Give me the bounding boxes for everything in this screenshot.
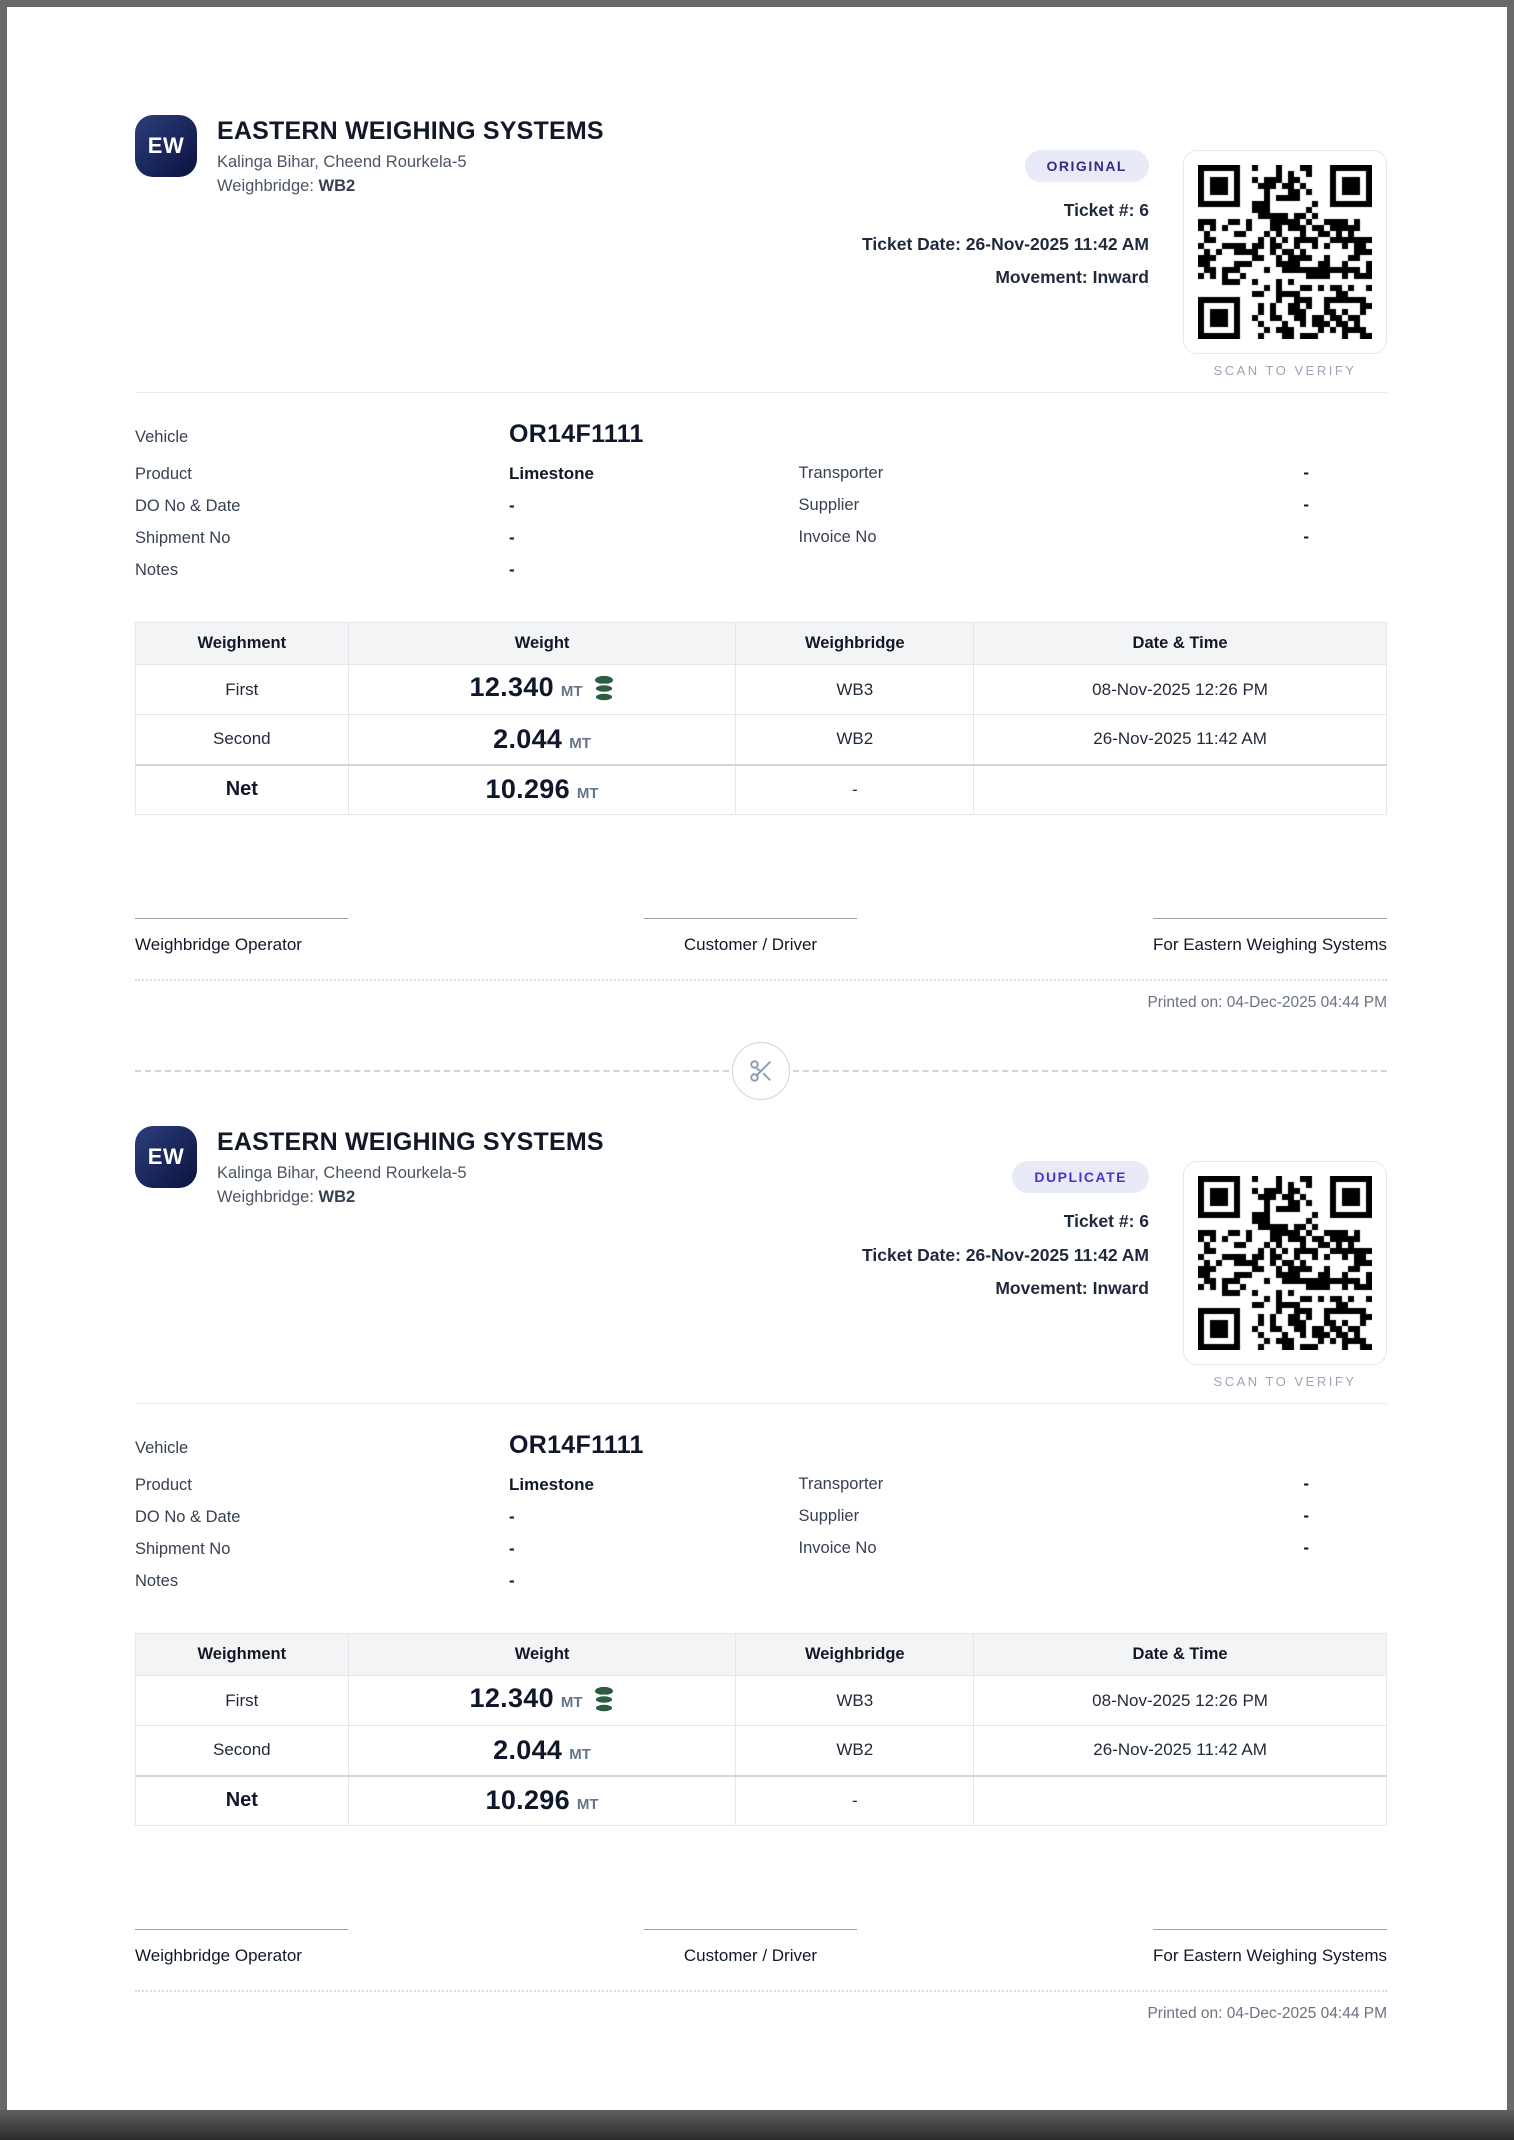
detail-label: DO No & Date (135, 1508, 241, 1526)
company-info (217, 1126, 604, 1207)
detail-value: - (509, 496, 515, 515)
ticket-copy-original (135, 7, 1387, 1012)
ticket-number-value: 6 (1139, 1211, 1149, 1231)
ticket-meta (862, 150, 1387, 378)
detail-value: - (509, 1507, 515, 1526)
company-weighbridge (217, 177, 604, 196)
weight-unit: MT (569, 1745, 591, 1763)
qr-code (1198, 165, 1372, 339)
table-row-first (136, 1676, 1387, 1726)
table-row-net (136, 1776, 1387, 1826)
database-icon (593, 675, 615, 707)
footer-divider (135, 979, 1387, 981)
weight-value: 10.296 (485, 1785, 570, 1816)
weighment-table (135, 622, 1387, 815)
company-weighbridge (217, 1188, 604, 1207)
ticket-number-label: Ticket #: (1063, 1211, 1140, 1231)
detail-value: - (1303, 463, 1309, 482)
weighment-cell: Second (136, 1726, 349, 1776)
table-row-first (136, 665, 1387, 715)
detail-row-do (135, 496, 799, 516)
ticket-movement-label: Movement: (995, 267, 1093, 287)
logo-monogram: EW (147, 1144, 185, 1169)
detail-value: - (1303, 527, 1309, 546)
ticket-details (135, 393, 1387, 592)
weighbridge-cell: - (736, 1776, 974, 1826)
printed-value: 04-Dec-2025 04:44 PM (1226, 2005, 1387, 2022)
qr-caption: SCAN TO VERIFY (1213, 363, 1357, 378)
datetime-cell: 08-Nov-2025 12:26 PM (974, 665, 1387, 715)
company-address: Kalinga Bihar, Cheend Rourkela-5 (217, 1164, 467, 1182)
detail-row-shipment (135, 1539, 799, 1559)
weighment-cell: Net (136, 765, 349, 815)
weighbridge-value: WB2 (318, 1188, 356, 1206)
qr-block (1183, 150, 1387, 378)
detail-row-vehicle (135, 1431, 799, 1460)
detail-value: - (1303, 1538, 1309, 1557)
printed-label: Printed on: (1147, 994, 1227, 1011)
datetime-cell: 08-Nov-2025 12:26 PM (974, 1676, 1387, 1726)
details-right (799, 1431, 1387, 1603)
ticket-copy-duplicate (135, 1126, 1387, 2023)
datetime-cell: 26-Nov-2025 11:42 AM (974, 715, 1387, 765)
detail-label: Supplier (798, 496, 860, 514)
detail-value: Limestone (509, 464, 595, 483)
weight-value: 12.340 (469, 672, 554, 702)
detail-value: - (1303, 1506, 1309, 1525)
database-icon (593, 1686, 615, 1718)
ticket-date (862, 1244, 1149, 1265)
cut-circle (732, 1042, 790, 1100)
ticket-details (135, 1404, 1387, 1603)
signature-company: For Eastern Weighing Systems (1153, 1929, 1387, 1966)
qr-box (1183, 1161, 1387, 1365)
weighment-cell: First (136, 1676, 349, 1726)
detail-row-transporter (799, 1474, 1387, 1494)
detail-value: - (1303, 1474, 1309, 1493)
detail-row-notes (135, 1571, 799, 1591)
detail-label: Vehicle (135, 428, 189, 446)
table-row-net (136, 765, 1387, 815)
table-row-second (136, 715, 1387, 765)
col-datetime: Date & Time (974, 623, 1387, 665)
details-left (135, 1431, 799, 1603)
detail-row-shipment (135, 528, 799, 548)
ticket-date (862, 233, 1149, 254)
detail-label: Product (135, 465, 192, 483)
weighbridge-cell: WB3 (736, 1676, 974, 1726)
signature-company: For Eastern Weighing Systems (1153, 918, 1387, 955)
detail-value: - (509, 528, 515, 547)
weight-value: 12.340 (469, 1683, 554, 1713)
detail-row-invoice (799, 1538, 1387, 1558)
detail-value: OR14F1111 (509, 420, 644, 448)
col-weighbridge: Weighbridge (736, 1634, 974, 1676)
detail-label: Vehicle (135, 1439, 189, 1457)
weight-value: 2.044 (493, 1734, 563, 1765)
weighbridge-label: Weighbridge: (217, 1188, 319, 1206)
printed-on (135, 2005, 1387, 2023)
signature-row (135, 918, 1387, 955)
weighbridge-cell: WB3 (736, 665, 974, 715)
weight-unit: MT (569, 734, 591, 752)
copy-type-badge: ORIGINAL (1025, 150, 1149, 182)
signature-customer: Customer / Driver (644, 1929, 857, 1966)
weighment-table (135, 1633, 1387, 1826)
detail-label: Invoice No (798, 528, 877, 546)
ticket-meta-text (862, 1161, 1149, 1389)
signature-operator: Weighbridge Operator (135, 918, 348, 955)
detail-label: Product (135, 1476, 192, 1494)
cut-divider (135, 1070, 1387, 1072)
datetime-cell (974, 1776, 1387, 1826)
qr-block (1183, 1161, 1387, 1389)
ticket-date-label: Ticket Date: (862, 1244, 966, 1265)
detail-row-notes (135, 560, 799, 580)
detail-row-product (135, 464, 799, 484)
datetime-cell: 26-Nov-2025 11:42 AM (974, 1726, 1387, 1776)
weight-cell (348, 1776, 736, 1826)
detail-row-transporter (799, 463, 1387, 483)
weighbridge-label: Weighbridge: (217, 177, 319, 195)
detail-value: - (509, 1539, 515, 1558)
printed-value: 04-Dec-2025 04:44 PM (1226, 994, 1387, 1011)
col-weight: Weight (348, 1634, 736, 1676)
ticket-movement-value: Inward (1092, 1278, 1149, 1298)
weight-unit: MT (560, 1694, 583, 1711)
ticket-date-value: 26-Nov-2025 11:42 AM (965, 233, 1149, 254)
detail-label: Invoice No (798, 1539, 877, 1557)
company-brand (135, 1126, 604, 1207)
detail-row-supplier (799, 1506, 1387, 1526)
detail-row-vehicle (135, 420, 799, 449)
weighment-cell: First (136, 665, 349, 715)
weight-cell (348, 665, 736, 715)
table-header-row (136, 1634, 1387, 1676)
company-address: Kalinga Bihar, Cheend Rourkela-5 (217, 153, 467, 171)
weight-value: 10.296 (485, 774, 570, 805)
company-logo (135, 1126, 197, 1188)
weight-cell (348, 1726, 736, 1776)
ticket-number-label: Ticket #: (1063, 200, 1140, 220)
weighment-cell: Net (136, 1776, 349, 1826)
detail-value: - (509, 560, 515, 579)
ticket-date-label: Ticket Date: (862, 233, 966, 254)
weight-value: 2.044 (493, 723, 563, 754)
details-left (135, 420, 799, 592)
detail-value: Limestone (509, 1475, 595, 1494)
detail-row-do (135, 1507, 799, 1527)
detail-row-supplier (799, 495, 1387, 515)
detail-value: OR14F1111 (509, 1431, 644, 1459)
signature-customer: Customer / Driver (644, 918, 857, 955)
copy-type-badge: DUPLICATE (1012, 1161, 1149, 1193)
detail-row-invoice (799, 527, 1387, 547)
ticket-meta-text (862, 150, 1149, 378)
weighbridge-value: WB2 (318, 177, 356, 195)
table-row-second (136, 1726, 1387, 1776)
weighment-cell: Second (136, 715, 349, 765)
col-weight: Weight (348, 623, 736, 665)
detail-label: Shipment No (135, 529, 231, 547)
qr-code (1198, 1176, 1372, 1350)
details-right (799, 420, 1387, 592)
qr-box (1183, 150, 1387, 354)
company-name: EASTERN WEIGHING SYSTEMS (217, 117, 604, 145)
scissors-icon (748, 1058, 774, 1084)
company-info (217, 115, 604, 196)
detail-label: Supplier (798, 1507, 860, 1525)
weight-cell (348, 765, 736, 815)
weight-unit: MT (576, 1796, 599, 1814)
ticket-header (135, 7, 1387, 393)
signature-row (135, 1929, 1387, 1966)
detail-row-product (135, 1475, 799, 1495)
ticket-header (135, 1126, 1387, 1404)
ticket-number (1064, 202, 1149, 220)
printed-label: Printed on: (1147, 2005, 1227, 2022)
ticket-page (7, 7, 1507, 2110)
weight-unit: MT (560, 683, 583, 700)
ticket-movement-label: Movement: (995, 1278, 1093, 1298)
col-weighbridge: Weighbridge (736, 623, 974, 665)
detail-label: Notes (135, 1572, 179, 1590)
weighbridge-cell: - (736, 765, 974, 815)
detail-label: Notes (135, 561, 179, 579)
ticket-number-value: 6 (1139, 200, 1149, 220)
ticket-date-value: 26-Nov-2025 11:42 AM (965, 1244, 1149, 1265)
printed-on (135, 994, 1387, 1012)
detail-label: Transporter (798, 1475, 884, 1493)
detail-label: Shipment No (135, 1540, 231, 1558)
ticket-movement-value: Inward (1092, 267, 1149, 287)
page-content (7, 7, 1507, 2023)
detail-value: - (1303, 495, 1309, 514)
ticket-movement (995, 1280, 1149, 1298)
col-weighment: Weighment (136, 1634, 349, 1676)
detail-value: - (509, 1571, 515, 1590)
company-brand (135, 115, 604, 196)
detail-label: DO No & Date (135, 497, 241, 515)
qr-caption: SCAN TO VERIFY (1213, 1374, 1357, 1389)
weight-cell (348, 1676, 736, 1726)
datetime-cell (974, 765, 1387, 815)
company-logo (135, 115, 197, 177)
logo-monogram: EW (147, 133, 185, 158)
weighbridge-cell: WB2 (736, 715, 974, 765)
weight-cell (348, 715, 736, 765)
ticket-meta (862, 1161, 1387, 1389)
weighbridge-cell: WB2 (736, 1726, 974, 1776)
col-weighment: Weighment (136, 623, 349, 665)
detail-label: Transporter (798, 464, 884, 482)
col-datetime: Date & Time (974, 1634, 1387, 1676)
signature-operator: Weighbridge Operator (135, 1929, 348, 1966)
company-name: EASTERN WEIGHING SYSTEMS (217, 1128, 604, 1156)
weight-unit: MT (576, 785, 599, 803)
ticket-movement (995, 269, 1149, 287)
ticket-number (1064, 1213, 1149, 1231)
table-header-row (136, 623, 1387, 665)
footer-divider (135, 1990, 1387, 1992)
